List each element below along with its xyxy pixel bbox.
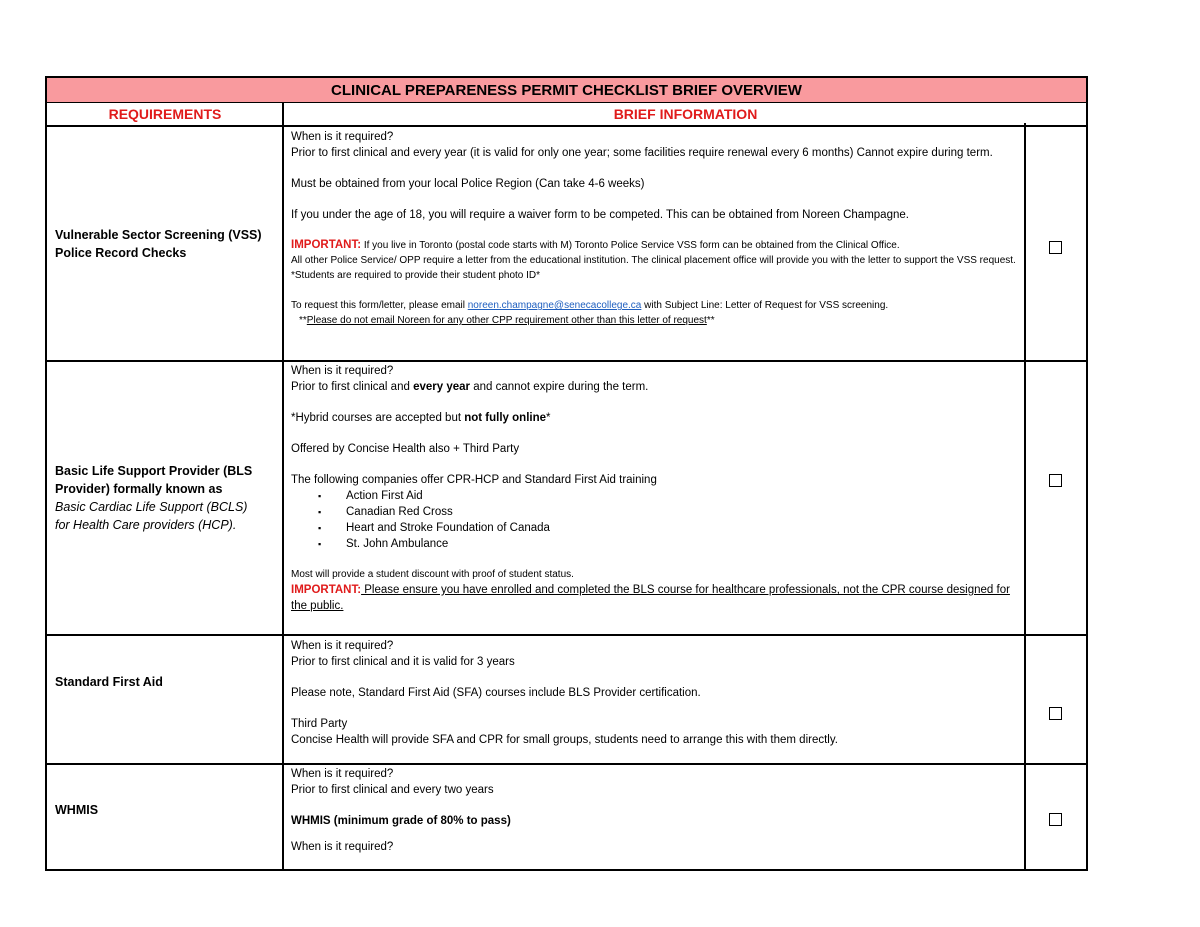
- asterisks: **: [706, 315, 715, 326]
- requirement-label: Provider) formally known as: [55, 482, 223, 496]
- info-sfa: [291, 638, 1021, 748]
- info-line: When is it required?: [291, 841, 394, 853]
- info-line: When is it required?: [291, 365, 394, 377]
- info-line: [291, 410, 1021, 426]
- info-text: *: [546, 412, 551, 424]
- requirement-whmis: [47, 765, 282, 855]
- list-item: ▪ St. John Ambulance: [346, 536, 1021, 552]
- list-item: ▪ Action First Aid: [346, 488, 1021, 504]
- requirement-vss: [47, 127, 282, 360]
- request-line: [291, 298, 1021, 313]
- table-title: CLINICAL PREPARENESS PERMIT CHECKLIST BRIEF OVERVIEW: [47, 78, 1086, 103]
- important-label: IMPORTANT:: [291, 584, 362, 596]
- info-line: If you under the age of 18, you will require a waiver form to be competed. This can be obtained from Noreen Champagne.: [291, 209, 909, 221]
- info-whmis: [291, 766, 1021, 855]
- sfa-checkbox[interactable]: [1049, 707, 1062, 720]
- info-line: When is it required?: [291, 640, 394, 652]
- info-line: Concise Health will provide SFA and CPR for small groups, students need to arrange this with them directly.: [291, 734, 838, 746]
- requirement-label: WHMIS: [55, 803, 99, 817]
- requirements-header: REQUIREMENTS: [108, 106, 222, 122]
- info-line: When is it required?: [291, 131, 394, 143]
- brief-information-header: BRIEF INFORMATION: [613, 106, 758, 122]
- info-line: When is it required?: [291, 768, 394, 780]
- info-line: Most will provide a student discount with proof of student status.: [291, 569, 574, 580]
- requirement-label: Basic Life Support Provider (BLS: [55, 464, 253, 478]
- asterisks: **: [299, 315, 307, 326]
- column-divider: [282, 103, 284, 869]
- vss-checkbox[interactable]: [1049, 241, 1062, 254]
- warning-text: Please do not email Noreen for any other CPP requirement other than this letter of request: [306, 315, 707, 326]
- info-vss: [291, 129, 1021, 328]
- checklist-table: [45, 76, 1088, 871]
- info-line: Third Party: [291, 718, 348, 730]
- info-text: and cannot expire during the term.: [470, 381, 649, 393]
- important-label: IMPORTANT:: [291, 239, 362, 251]
- email-link[interactable]: noreen.champagne@senecacollege.ca: [467, 300, 642, 311]
- requirement-bls: [47, 362, 282, 634]
- whmis-checkbox[interactable]: [1049, 813, 1062, 826]
- important-note: [291, 582, 1021, 614]
- request-text: To request this form/letter, please email: [291, 300, 468, 311]
- info-line: The following companies offer CPR-HCP and Standard First Aid training: [291, 474, 657, 486]
- info-line: Offered by Concise Health also + Third Party: [291, 443, 520, 455]
- important-text: Please ensure you have enrolled and completed the BLS course for healthcare professionals, not the CPR course designed for the public.: [291, 584, 1010, 612]
- important-note: [291, 238, 1021, 253]
- info-text-bold: every year: [413, 381, 470, 393]
- bls-checkbox[interactable]: [1049, 474, 1062, 487]
- requirement-label: Police Record Checks: [55, 245, 187, 260]
- request-text: with Subject Line: Letter of Request for VSS screening.: [641, 300, 889, 311]
- info-line: [291, 379, 1021, 395]
- requirement-label: Basic Cardiac Life Support (BCLS): [55, 500, 248, 514]
- list-item: ▪ Heart and Stroke Foundation of Canada: [346, 520, 1021, 536]
- info-text: Prior to first clinical and: [291, 381, 414, 393]
- info-line: WHMIS (minimum grade of 80% to pass): [291, 815, 511, 827]
- requirement-label: for Health Care providers (HCP).: [55, 518, 237, 532]
- info-line: All other Police Service/ OPP require a letter from the educational institution. The clinical placement office will provide you with the letter to support the VSS request. *Students are required to provide their student photo ID*: [291, 255, 1016, 281]
- warning-line: [291, 313, 1021, 328]
- info-line: Must be obtained from your local Police Region (Can take 4-6 weeks): [291, 178, 645, 190]
- info-text: *Hybrid courses are accepted but: [291, 412, 465, 424]
- provider-list: [291, 488, 1021, 552]
- column-divider: [1024, 123, 1026, 869]
- requirement-label: Vulnerable Sector Screening (VSS): [55, 227, 262, 242]
- info-line: Prior to first clinical and every year (it is valid for only one year; some facilities require renewal every 6 months) Cannot expire during term.: [291, 147, 993, 159]
- info-line: Prior to first clinical and it is valid for 3 years: [291, 656, 515, 668]
- info-line: Please note, Standard First Aid (SFA) courses include BLS Provider certification.: [291, 687, 701, 699]
- list-item: ▪ Canadian Red Cross: [346, 504, 1021, 520]
- important-text: If you live in Toronto (postal code starts with M) Toronto Police Service VSS form can be obtained from the Clinical Office.: [361, 240, 900, 251]
- info-line: Prior to first clinical and every two years: [291, 784, 494, 796]
- info-bls: [291, 363, 1021, 614]
- requirement-sfa: [47, 636, 282, 728]
- info-text-bold: not fully online: [464, 412, 547, 424]
- requirement-label: Standard First Aid: [55, 675, 163, 689]
